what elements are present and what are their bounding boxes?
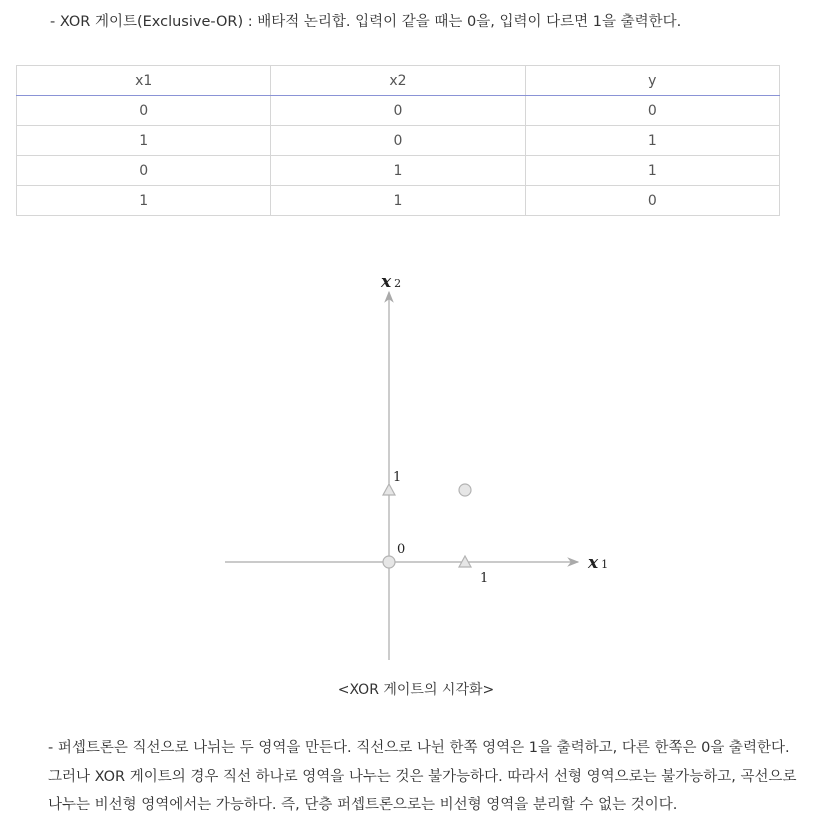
table-cell: 0 <box>525 186 779 216</box>
table-cell: 0 <box>525 96 779 126</box>
intro-text: - XOR 게이트(Exclusive-OR) : 배타적 논리합. 입력이 같을 때는 0을, 입력이 다르면 1을 출력한다. <box>50 14 682 30</box>
y-tick-label: 1 <box>393 470 402 485</box>
header-x1: x1 <box>17 66 271 96</box>
table-cell: 0 <box>17 96 271 126</box>
y-axis-label: x 2 <box>381 272 402 292</box>
header-x2: x2 <box>271 66 525 96</box>
paragraph-line: 그러나 XOR 게이트의 경우 직선 하나로 영역을 나누는 것은 불가능하다. 따라서 선형 영역으로는 불가능하고, 곡선으로 <box>48 768 797 785</box>
header-y: y <box>525 66 779 96</box>
point-triangle <box>383 484 395 495</box>
point-circle <box>383 556 395 568</box>
x-tick-label: 1 <box>480 571 489 586</box>
table-cell: 1 <box>525 156 779 186</box>
table-cell: 1 <box>17 186 271 216</box>
table-cell: 1 <box>17 126 271 156</box>
table-cell: 1 <box>525 126 779 156</box>
table-cell: 0 <box>17 156 271 186</box>
paragraph-line: 나누는 비선형 영역에서는 가능하다. 즉, 단층 퍼셉트론으로는 비선형 영역을 분리할 수 없는 것이다. <box>48 797 678 813</box>
table-cell: 0 <box>271 96 525 126</box>
table-cell: 1 <box>271 156 525 186</box>
explanation-paragraph <box>48 734 828 820</box>
origin-label: 0 <box>397 542 406 557</box>
table-cell: 1 <box>271 186 525 216</box>
x-axis-label: x 1 <box>588 553 609 573</box>
figure-caption: <XOR 게이트의 시각화> <box>337 682 495 698</box>
table-cell: 0 <box>271 126 525 156</box>
point-circle <box>459 484 471 496</box>
paragraph-line: - 퍼셉트론은 직선으로 나뉘는 두 영역을 만든다. 직선으로 나뉜 한쪽 영역은 1을 출력하고, 다른 한쪽은 0을 출력한다. <box>48 740 790 756</box>
